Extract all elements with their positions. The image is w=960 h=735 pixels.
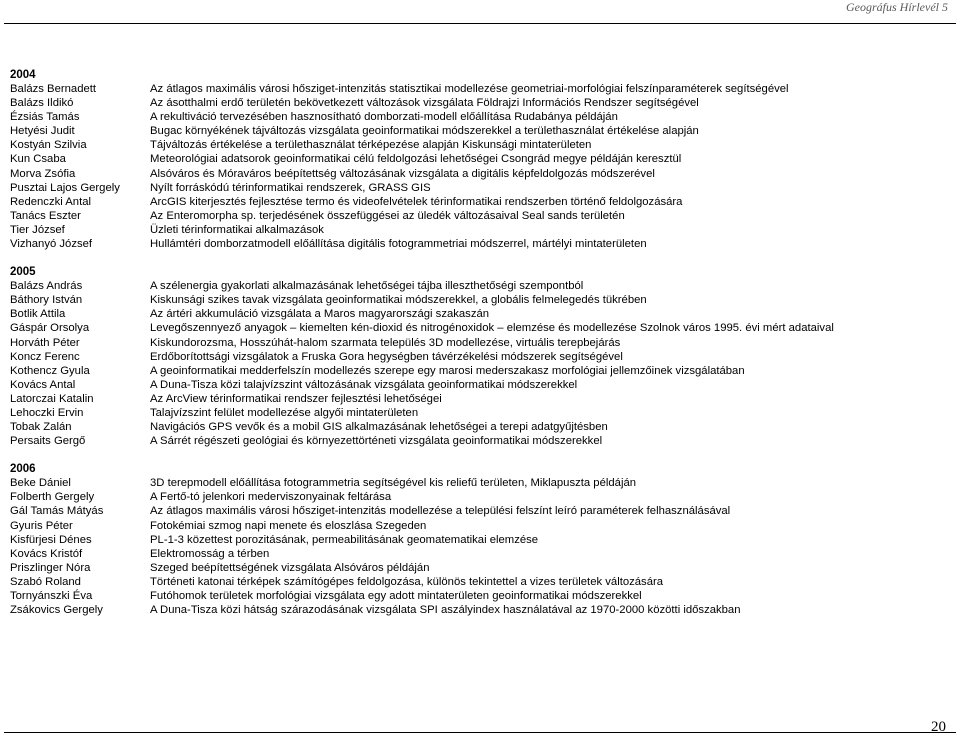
author-name: Balázs Bernadett xyxy=(10,83,97,95)
thesis-title: Az ásotthalmi erdő területén bekövetkezett változások vizsgálata Földrajzi Információs Rendszer segítségével xyxy=(150,97,699,110)
thesis-title: Az átlagos maximális városi hősziget-intenzitás statisztikai modellezése geometriai-morfológiai felszínparaméterek segítségével xyxy=(150,83,789,95)
author-name: Balázs Ildikó xyxy=(10,97,74,110)
author-name: Priszlinger Nóra xyxy=(10,561,91,574)
author-name: Kovács Antal xyxy=(10,378,76,391)
author-name: Persaits Gergő xyxy=(10,435,86,448)
author-name: Gyuris Péter xyxy=(10,519,73,532)
thesis-title: A Duna-Tisza közi hátság szárazodásának vizsgálata SPI aszályindex használatával az 1970-2000 közötti időszakban xyxy=(150,604,741,617)
thesis-row xyxy=(10,589,955,603)
thesis-title: Futóhomok területek morfológiai vizsgálata egy adott mintaterületen geoinformatikai módszerekkel xyxy=(150,590,642,602)
thesis-title: Az ArcView térinformatikai rendszer fejlesztési lehetőségei xyxy=(150,392,442,405)
thesis-title: 3D terepmodell előállítása fotogrammetria segítségével kis reliefű területen, Miklapuszta példáján xyxy=(150,477,637,490)
year-heading: 2004 xyxy=(10,69,36,81)
thesis-title: Talajvízszint felület modellezése algyői mintaterületen xyxy=(150,406,419,419)
thesis-title: A geoinformatikai medderfelszín modellezés szerepe egy marosi mederszakasz morfológiai jellemzőinek vizsgálatában xyxy=(150,364,745,377)
thesis-title: Levegőszennyező anyagok – kiemelten kén-dioxid és nitrogénoxidok – elemzése és modellezése Szolnok város 1995. évi mért adataival xyxy=(150,322,834,335)
author-name: Redenczki Antal xyxy=(10,195,92,208)
author-name: Latorczai Katalin xyxy=(10,392,94,405)
thesis-title: Az ártéri akkumuláció vizsgálata a Maros magyarországi szakaszán xyxy=(150,308,490,321)
year-heading: 2005 xyxy=(10,266,36,279)
thesis-row xyxy=(10,181,955,195)
author-name: Gáspár Orsolya xyxy=(10,322,90,335)
thesis-title: A Sárrét régészeti geológiai és környezettörténeti vizsgálata geoinformatikai módszerekkel xyxy=(150,435,603,448)
author-name: Botlik Attila xyxy=(10,308,66,321)
thesis-row xyxy=(10,533,955,547)
thesis-title: Alsóváros és Móraváros beépítettség változásának vizsgálata a digitális képfeldolgozás módszerével xyxy=(150,167,655,180)
author-name: Balázs András xyxy=(10,280,83,293)
author-name: Pusztai Lajos Gergely xyxy=(10,181,120,194)
author-name: Zsákovics Gergely xyxy=(10,604,103,617)
thesis-row xyxy=(10,167,955,181)
author-name: Gál Tamás Mátyás xyxy=(10,505,104,518)
thesis-row xyxy=(10,519,955,533)
page-number: 20 xyxy=(931,719,946,735)
author-name: Kostyán Szilvia xyxy=(10,139,87,152)
author-name: Kisfürjesi Dénes xyxy=(10,533,92,546)
thesis-title: Fotokémiai szmog napi menete és eloszlása Szegeden xyxy=(150,519,427,532)
footer-rule xyxy=(4,732,956,733)
author-name: Tornyánszki Éva xyxy=(10,590,93,602)
thesis-row xyxy=(10,603,955,617)
thesis-title: A rekultiváció tervezésében hasznosítható domborzati-modell előállítása Rudabánya példáján xyxy=(150,111,618,124)
thesis-row xyxy=(10,490,955,504)
journal-title: Geográfus Hírlevél 5 xyxy=(846,0,948,14)
thesis-row xyxy=(10,293,955,307)
year-section-2006 xyxy=(10,462,955,617)
thesis-row xyxy=(10,392,955,406)
thesis-row xyxy=(10,321,955,335)
thesis-title: ArcGIS kiterjesztés fejlesztése termo és videofelvételek térinformatikai rendszerben történő feldolgozására xyxy=(150,195,683,208)
author-name: Vizhanyó József xyxy=(10,238,93,251)
author-name: Hetyési Judit xyxy=(10,125,75,138)
thesis-row xyxy=(10,364,955,378)
year-section-2004 xyxy=(10,68,955,251)
thesis-title: Szeged beépítettségének vizsgálata Alsóváros példáján xyxy=(150,561,430,574)
author-name: Folberth Gergely xyxy=(10,491,95,504)
author-name: Morva Zsófia xyxy=(10,167,76,180)
author-name: Lehoczki Ervin xyxy=(10,406,84,419)
thesis-row xyxy=(10,406,955,420)
thesis-title: Kiskunsági szikes tavak vizsgálata geoinformatikai módszerekkel, a globális felmelegedés tükrében xyxy=(150,294,647,307)
thesis-row xyxy=(10,420,955,434)
thesis-title: Az átlagos maximális városi hősziget-intenzitás modellezése a települési felszínt leíró paraméterek felhasználásával xyxy=(150,505,731,518)
thesis-title: Bugac környékének tájváltozás vizsgálata geoinformatikai módszerekkel a területhasználat értékelése alapján xyxy=(150,125,699,138)
thesis-title: Az Enteromorpha sp. terjedésének összefüggései az üledék változásaival Seal sands területén xyxy=(150,209,625,222)
thesis-row xyxy=(10,561,955,575)
thesis-row xyxy=(10,350,955,364)
thesis-row xyxy=(10,96,955,110)
thesis-title: Üzleti térinformatikai alkalmazások xyxy=(150,223,324,236)
thesis-title: A Fertő-tó jelenkori mederviszonyainak feltárása xyxy=(150,491,392,504)
author-name: Tanács Eszter xyxy=(10,209,81,222)
thesis-row xyxy=(10,209,955,223)
thesis-title: PL-1-3 közettest porozitásának, permeabilitásának geomatematikai elemzése xyxy=(150,533,539,546)
thesis-row xyxy=(10,378,955,392)
thesis-title: Kiskundorozsma, Hosszúhát-halom szarmata település 3D modellezése, virtuális terepbejárás xyxy=(150,336,621,349)
thesis-title: Navigációs GPS vevők és a mobil GIS alkalmazásának lehetőségei a terepi adatgyűjtésben xyxy=(150,421,608,434)
thesis-row xyxy=(10,152,955,166)
thesis-row xyxy=(10,195,955,209)
thesis-row xyxy=(10,82,955,96)
thesis-row xyxy=(10,575,955,589)
thesis-row xyxy=(10,476,955,490)
author-name: Kothencz Gyula xyxy=(10,364,90,377)
author-name: Kun Csaba xyxy=(10,153,66,166)
thesis-row xyxy=(10,504,955,518)
author-name: Ézsiás Tamás xyxy=(10,111,80,124)
thesis-title: A szélenergia gyakorlati alkalmazásának lehetőségei tájba illeszthetőségi szempontból xyxy=(150,280,584,293)
thesis-row xyxy=(10,336,955,350)
year-heading: 2006 xyxy=(10,463,36,476)
thesis-title: Nyílt forráskódú térinformatikai rendszerek, GRASS GIS xyxy=(150,181,431,194)
thesis-list xyxy=(10,68,955,617)
thesis-row xyxy=(10,434,955,448)
author-name: Kovács Kristóf xyxy=(10,547,83,560)
thesis-title: Hullámtéri domborzatmodell előállítása digitális fotogrammetriai módszerrel, mártélyi mintaterületen xyxy=(150,238,647,251)
author-name: Beke Dániel xyxy=(10,477,71,490)
thesis-title: Meteorológiai adatsorok geoinformatikai célú feldolgozási lehetőségei Csongrád megye példáján keresztül xyxy=(150,153,682,166)
header-rule xyxy=(4,23,956,24)
thesis-row xyxy=(10,110,955,124)
thesis-title: Történeti katonai térképek számítógépes feldolgozása, különös tekintettel a vizes területek változására xyxy=(150,575,664,588)
thesis-row xyxy=(10,223,955,237)
thesis-title: Erdőborítottsági vizsgálatok a Fruska Gora hegységben távérzékelési módszerek segítségével xyxy=(150,350,623,363)
author-name: Szabó Roland xyxy=(10,575,81,588)
thesis-row xyxy=(10,279,955,293)
thesis-row xyxy=(10,547,955,561)
author-name: Báthory István xyxy=(10,294,83,307)
year-section-2005 xyxy=(10,265,955,448)
author-name: Tobak Zalán xyxy=(10,421,72,434)
thesis-title: Tájváltozás értékelése a területhasználat térképezése alapján Kiskunsági mintaterületen xyxy=(150,139,592,152)
thesis-title: Elektromosság a térben xyxy=(150,547,270,560)
thesis-row xyxy=(10,237,955,251)
thesis-title: A Duna-Tisza közi talajvízszint változásának vizsgálata geoinformatikai módszerekkel xyxy=(150,378,578,391)
thesis-row xyxy=(10,124,955,138)
author-name: Horváth Péter xyxy=(10,336,80,349)
thesis-row xyxy=(10,138,955,152)
author-name: Koncz Ferenc xyxy=(10,350,80,363)
thesis-row xyxy=(10,307,955,321)
author-name: Tier József xyxy=(10,223,65,236)
